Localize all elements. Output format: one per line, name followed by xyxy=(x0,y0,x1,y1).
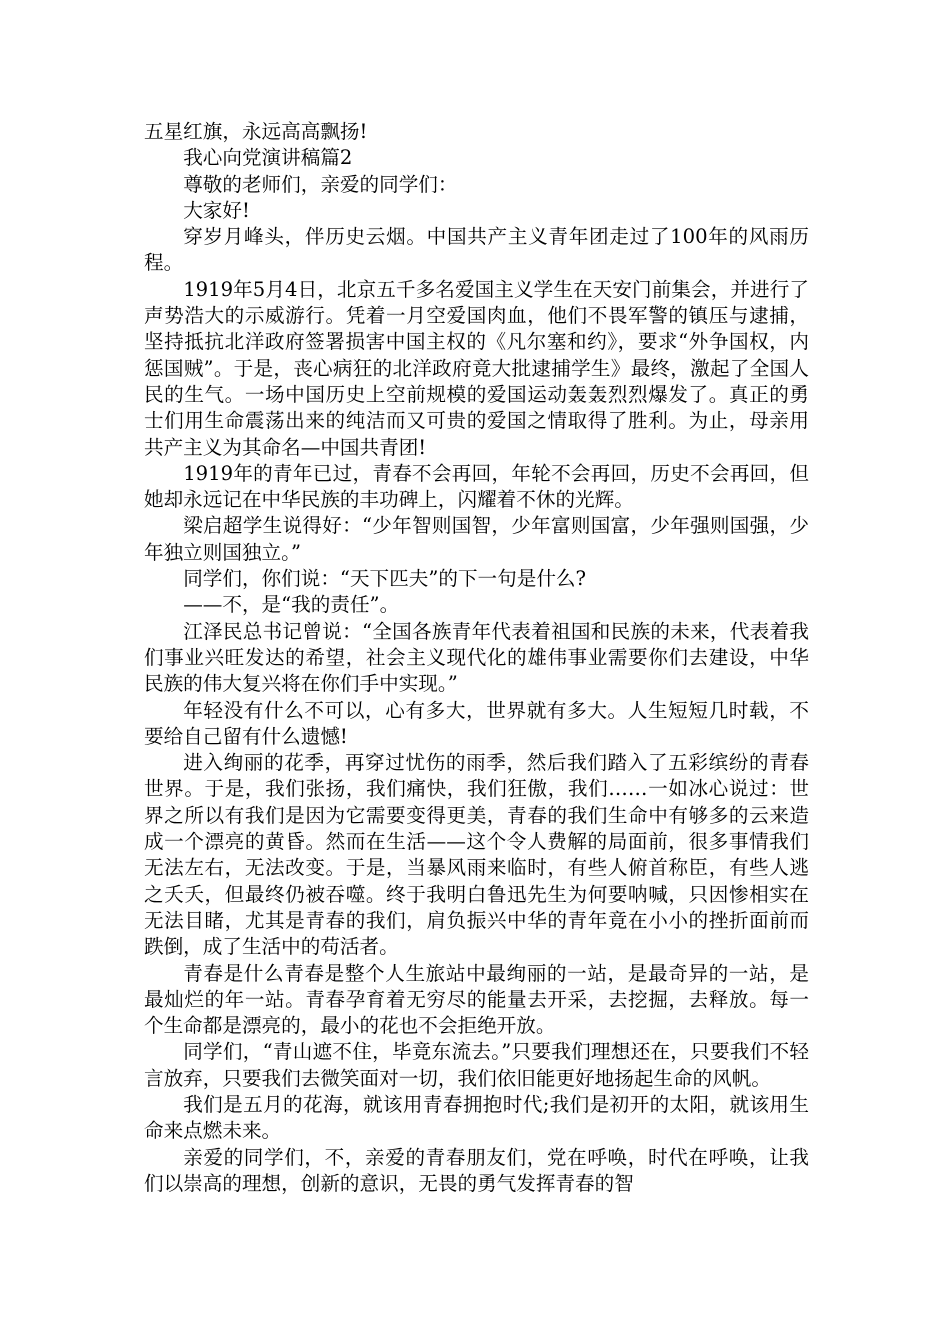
document-page xyxy=(144,119,809,1197)
paragraph: 同学们，你们说：“天下匹夫”的下一句是什么? xyxy=(183,567,587,591)
greeting: 大家好! xyxy=(183,198,250,222)
paragraph: 江泽民总书记曾说：“全国各族青年代表着祖国和民族的未来，代表着我们事业兴旺发达的希望，社会主义现代化的雄伟事业需要你们去建设，中华民族的伟大复兴将在你们手中实现。” xyxy=(144,619,809,696)
paragraph: 我们是五月的花海，就该用青春拥抱时代;我们是初开的太阳，就该用生命来点燃未来。 xyxy=(144,1092,809,1143)
paragraph: 年轻没有什么不可以，心有多大，世界就有多大。人生短短几时载，不要给自己留有什么遗憾! xyxy=(144,698,809,748)
salutation: 尊敬的老师们，亲爱的同学们： xyxy=(183,172,458,196)
paragraph: 同学们，“青山遮不住，毕竟东流去。”只要我们理想还在，只要我们不轻言放弃，只要我们去微笑面对一切，我们依旧能更好地扬起生命的风帆。 xyxy=(144,1040,809,1090)
paragraph: 亲爱的同学们，不，亲爱的青春朋友们，党在呼唤，时代在呼唤，让我们以崇高的理想，创新的意识，无畏的勇气发挥青春的智 xyxy=(144,1145,809,1195)
paragraph: 1919年的青年已过，青春不会再回，年轮不会再回，历史不会再回，但她却永远记在中华民族的丰功碑上，闪耀着不休的光辉。 xyxy=(144,461,809,512)
paragraph: 穿岁月峰头，伴历史云烟。中国共产主义青年团走过了100年的风雨历程。 xyxy=(144,225,809,275)
section-heading: 我心向党演讲稿篇2 xyxy=(183,146,353,170)
paragraph: 青春是什么青春是整个人生旅站中最绚丽的一站，是最奇异的一站，是最灿烂的年一站。青春孕育着无穷尽的能量去开采，去挖掘，去释放。每一个生命都是漂亮的，最小的花也不会拒绝开放。 xyxy=(144,961,809,1038)
paragraph: 1919年5月4日，北京五千多名爱国主义学生在天安门前集会，并进行了声势浩大的示威游行。凭着一月空爱国肉血，他们不畏军警的镇压与逮捕，坚持抵抗北洋政府签署损害中国主权的《凡尔塞和约》，要求“外争国权，内惩国贼”。于是，丧心病狂的北洋政府竟大批逮捕学生》最终，激起了全国人民的生气。一场中国历史上空前规模的爱国运动轰轰烈烈爆发了。真正的勇士们用生命震荡出来的纯洁而又可贵的爱国之情取得了胜利。为止，母亲用共产主义为其命名—中国共青团! xyxy=(144,277,809,459)
paragraph: 梁启超学生说得好：“少年智则国智，少年富则国富，少年强则国强，少年独立则国独立。” xyxy=(144,514,809,564)
paragraph: ——不，是“我的责任”。 xyxy=(183,593,400,617)
paragraph: 进入绚丽的花季，再穿过忧伤的雨季，然后我们踏入了五彩缤纷的青春世界。于是，我们张扬，我们痛快，我们狂傲，我们……一如冰心说过：世界之所以有我们是因为它需要变得更美，青春的我们生命中有够多的云来造成一个漂亮的黄昏。然而在生活——这个令人费解的局面前，很多事情我们无法左右，无法改变。于是，当暴风雨来临时，有些人俯首称臣，有些人逃之夭夭，但最终仍被吞噬。终于我明白鲁迅先生为何要呐喊，只因惨相实在无法目睹，尤其是青春的我们，肩负振兴中华的青年竟在小小的挫折面前而跌倒，成了生活中的苟活者。 xyxy=(144,751,809,959)
paragraph-closing-line: 五星红旗，永远高高飘扬! xyxy=(144,120,368,143)
